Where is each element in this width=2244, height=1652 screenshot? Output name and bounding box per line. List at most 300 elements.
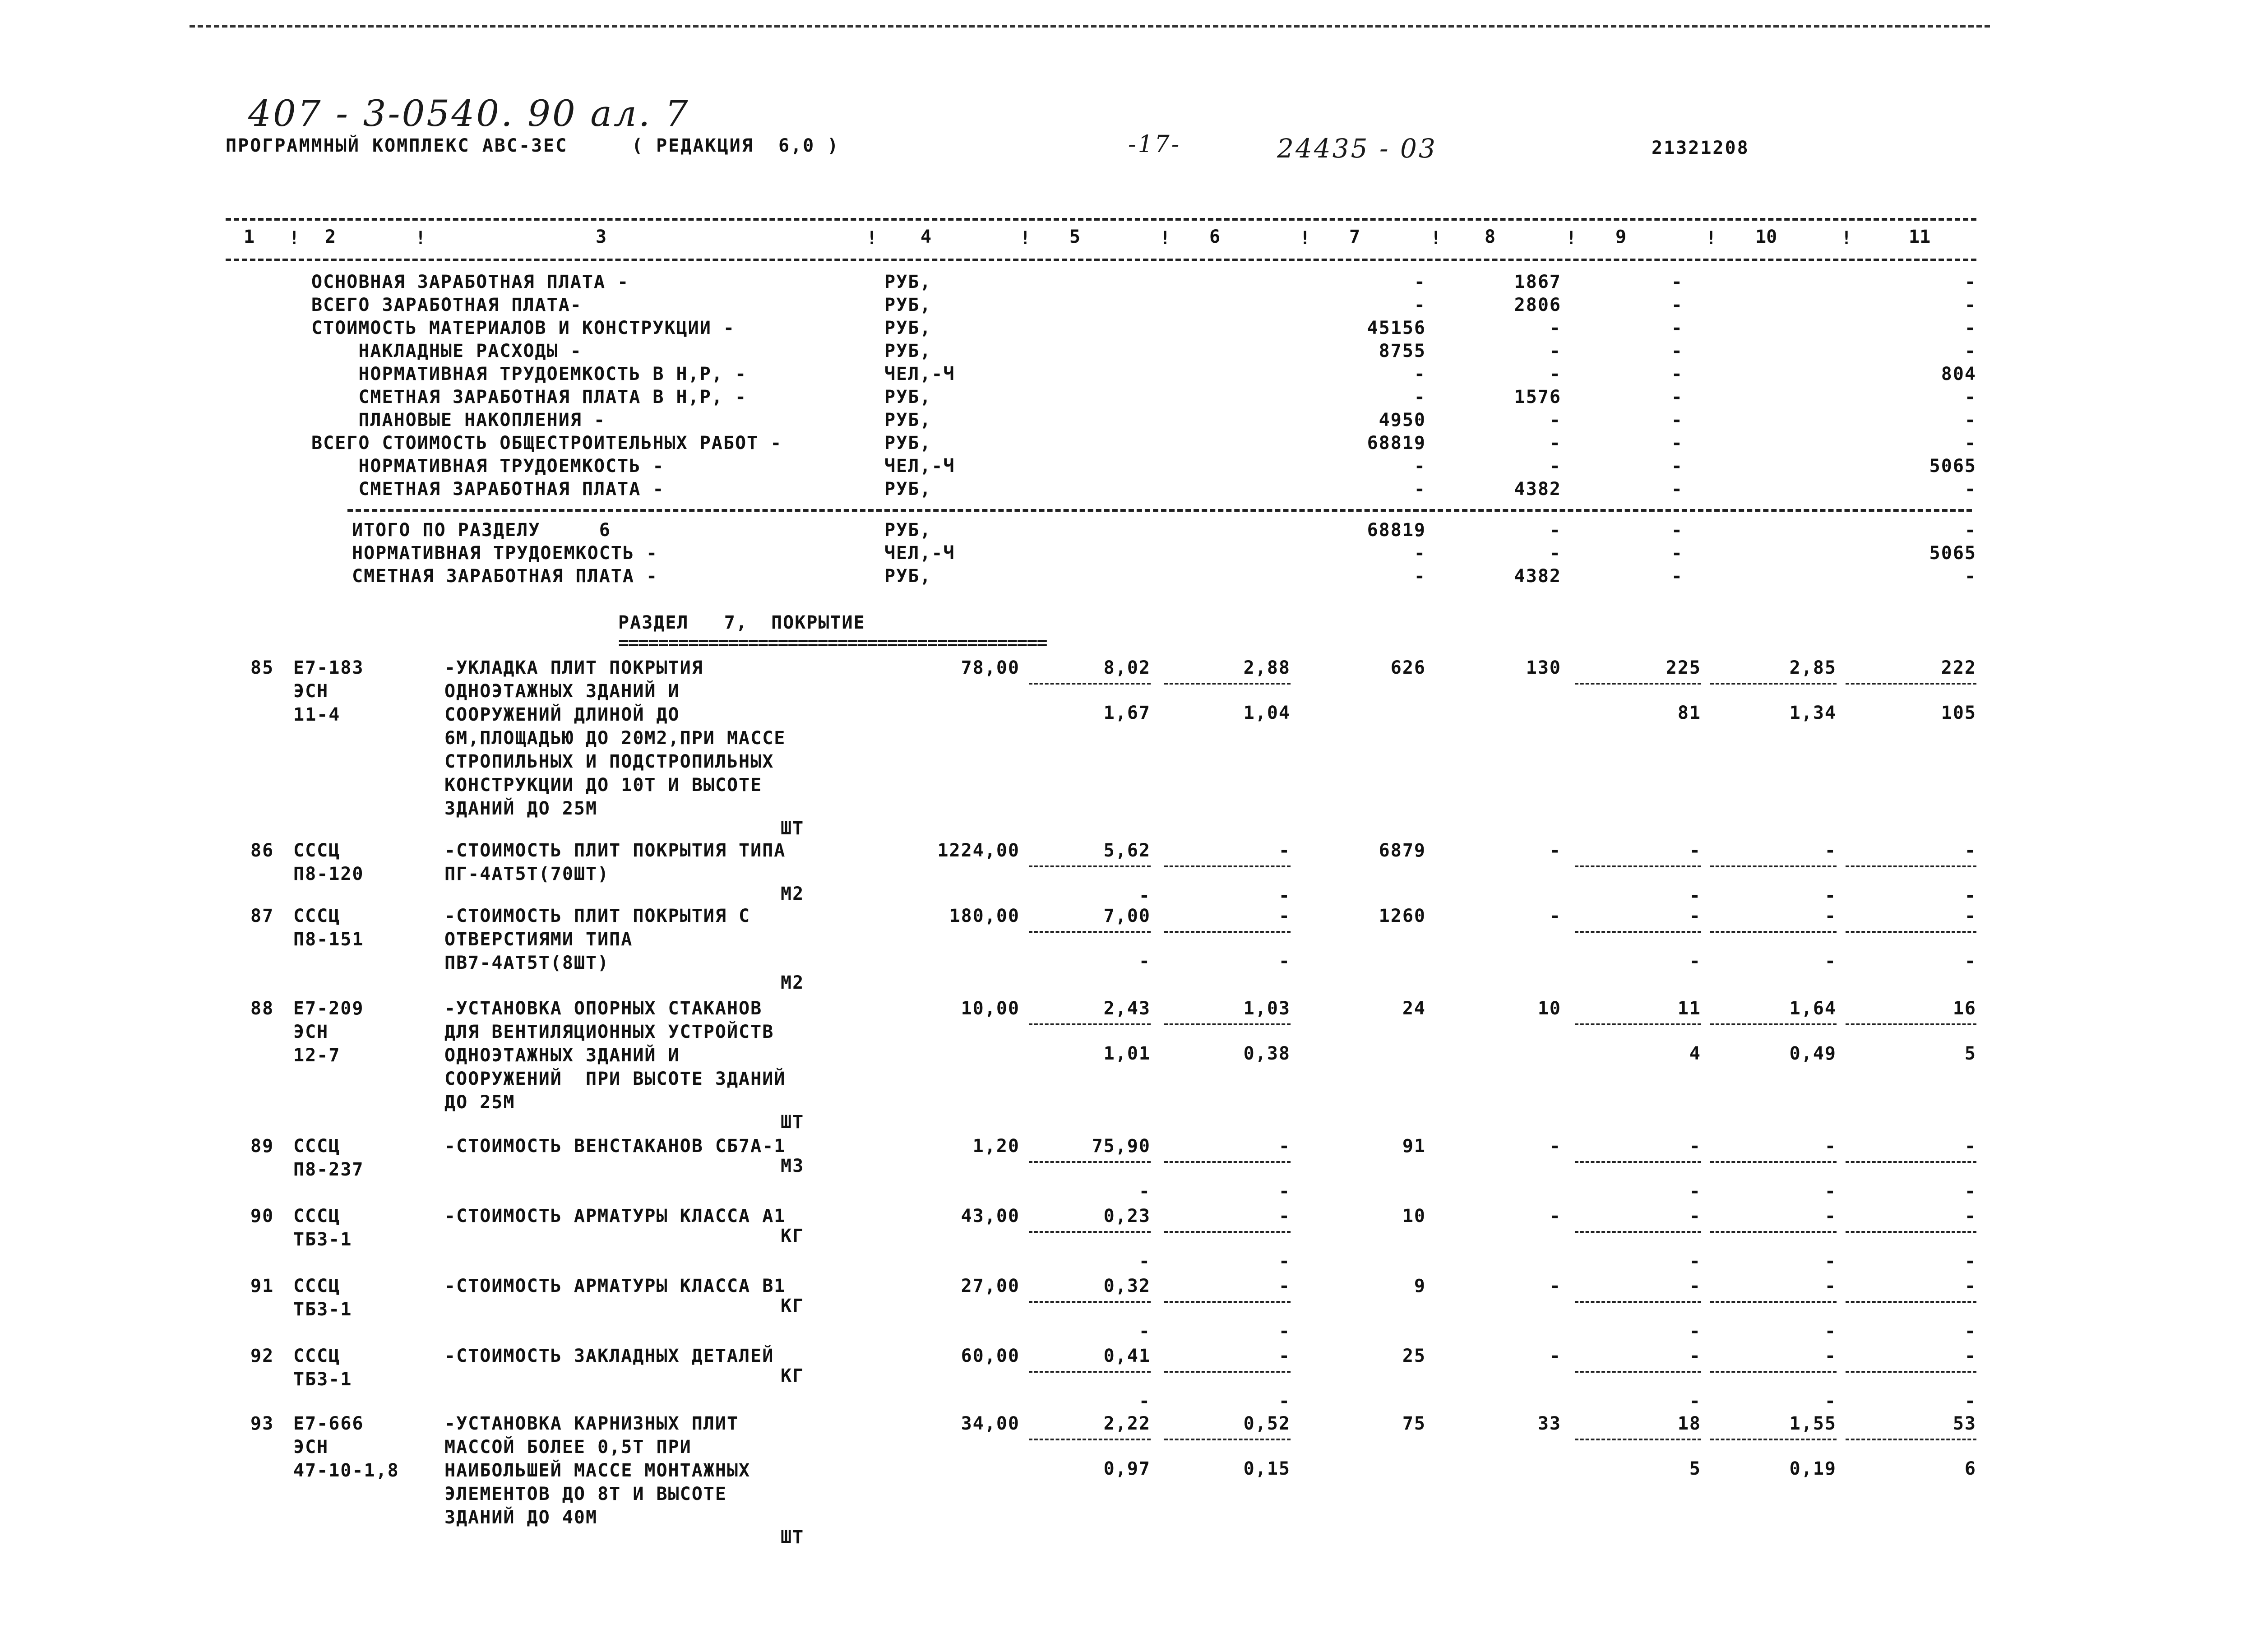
total-label: СМЕТНАЯ ЗАРАБОТНАЯ ПЛАТА В Н,Р, - (311, 387, 747, 407)
item-code: СССЦ (293, 840, 341, 861)
item-split-rule (1029, 1371, 1151, 1373)
item-col10-lower: - (1824, 1181, 1837, 1202)
item-number: 92 (250, 1346, 274, 1366)
item-split-rule (1029, 1301, 1151, 1303)
item-quantity: 180,00 (949, 906, 1020, 926)
total-label: ВСЕГО ЗАРАБОТНАЯ ПЛАТА- (311, 295, 582, 315)
total-col11: - (1964, 520, 1976, 541)
item-col10: 1,64 (1789, 998, 1837, 1019)
item-col7: 1260 (1379, 906, 1426, 926)
item-col11-lower: - (1964, 951, 1976, 972)
item-split-rule (1029, 931, 1151, 933)
item-split-rule (1846, 1161, 1976, 1163)
item-description: -УКЛАДКА ПЛИТ ПОКРЫТИЯ (444, 657, 703, 678)
item-split-rule (1710, 1301, 1837, 1303)
total-col9: - (1671, 520, 1683, 541)
column-number: 6 (1209, 227, 1221, 247)
item-description: НАИБОЛЬШЕЙ МАССЕ МОНТАЖНЫХ (444, 1460, 751, 1481)
total-unit: РУБ, (884, 566, 932, 587)
item-split-rule (1575, 683, 1701, 685)
total-col8: - (1549, 410, 1561, 430)
total-unit: РУБ, (884, 272, 932, 292)
item-col6: - (1278, 1276, 1291, 1296)
item-col7: 75 (1402, 1413, 1426, 1434)
item-col5-lower: 0,97 (1103, 1458, 1151, 1479)
item-col5-lower: - (1138, 1321, 1151, 1342)
item-split-rule (1164, 1439, 1291, 1440)
item-col10: - (1824, 1206, 1837, 1226)
column-separator: ! (289, 228, 300, 249)
totals-separator-rule (347, 509, 1972, 512)
item-split-rule (1164, 1371, 1291, 1373)
item-split-rule (1710, 1161, 1837, 1163)
item-split-rule (1846, 1231, 1976, 1233)
item-split-rule (1164, 1023, 1291, 1025)
section-7-underline: =========================================== (618, 633, 1047, 653)
total-col8: 4382 (1514, 566, 1561, 587)
item-description: ЭЛЕМЕНТОВ ДО 8Т И ВЫСОТЕ (444, 1484, 727, 1504)
total-unit: ЧЕЛ,-Ч (884, 456, 955, 477)
item-col9-lower: 4 (1689, 1043, 1701, 1064)
program-edition: ( РЕДАКЦИЯ 6,0 ) (632, 135, 840, 156)
item-col5-lower: - (1138, 1251, 1151, 1272)
item-col5-lower: - (1138, 1391, 1151, 1411)
total-col7: - (1414, 543, 1426, 564)
item-col10: - (1824, 840, 1837, 861)
item-col5: 75,90 (1092, 1136, 1151, 1157)
item-col11: - (1964, 1206, 1976, 1226)
item-col10: 2,85 (1789, 657, 1837, 678)
item-col9-lower: 81 (1677, 703, 1701, 723)
item-description: СТРОПИЛЬНЫХ И ПОДСТРОПИЛЬНЫХ (444, 751, 774, 772)
total-unit: РУБ, (884, 387, 932, 407)
total-col9: - (1671, 543, 1683, 564)
item-col10: - (1824, 1136, 1837, 1157)
total-label: СМЕТНАЯ ЗАРАБОТНАЯ ПЛАТА - (311, 479, 665, 500)
item-unit: М2 (781, 884, 805, 904)
total-col8: - (1549, 456, 1561, 477)
total-col9: - (1671, 410, 1683, 430)
item-col11: 222 (1941, 657, 1976, 678)
item-col9-lower: - (1689, 1251, 1701, 1272)
item-description: -СТОИМОСТЬ ВЕНСТАКАНОВ СБ7А-1 (444, 1136, 786, 1157)
item-quantity: 78,00 (961, 657, 1020, 678)
item-description: КОНСТРУКЦИИ ДО 10Т И ВЫСОТЕ (444, 775, 763, 796)
item-split-rule (1710, 1371, 1837, 1373)
item-unit: ШТ (781, 1527, 805, 1548)
item-col6-lower: - (1278, 1321, 1291, 1342)
item-split-rule (1575, 931, 1701, 933)
item-col5: 2,43 (1103, 998, 1151, 1019)
total-col7: - (1414, 456, 1426, 477)
item-col9: 11 (1677, 998, 1701, 1019)
item-col8: - (1549, 906, 1561, 926)
item-number: 91 (250, 1276, 274, 1296)
column-number: 2 (325, 227, 336, 247)
item-col9: - (1689, 1276, 1701, 1296)
item-split-rule (1846, 683, 1976, 685)
item-split-rule (1710, 1231, 1837, 1233)
column-separator: ! (415, 228, 426, 249)
item-col11-lower: 6 (1964, 1458, 1976, 1479)
item-col7: 24 (1402, 998, 1426, 1019)
item-col5: 8,02 (1103, 657, 1151, 678)
item-description: ЗДАНИЙ ДО 25М (444, 798, 598, 819)
item-unit: КГ (781, 1226, 805, 1246)
item-col11-lower: - (1964, 1181, 1976, 1202)
item-code: СССЦ (293, 1346, 341, 1366)
column-separator: ! (866, 228, 878, 249)
total-col8: - (1549, 433, 1561, 453)
total-col8: - (1549, 364, 1561, 384)
total-unit: РУБ, (884, 433, 932, 453)
item-description: ПВ7-4АТ5Т(8ШТ) (444, 953, 610, 973)
total-col9: - (1671, 364, 1683, 384)
column-number: 11 (1909, 227, 1931, 247)
item-description: -УСТАНОВКА ОПОРНЫХ СТАКАНОВ (444, 998, 763, 1019)
item-col10-lower: - (1824, 951, 1837, 972)
total-col7: - (1414, 387, 1426, 407)
item-code: Е7-209 (293, 998, 364, 1019)
item-col5: 7,00 (1103, 906, 1151, 926)
item-quantity: 60,00 (961, 1346, 1020, 1366)
item-quantity: 43,00 (961, 1206, 1020, 1226)
item-code: СССЦ (293, 906, 341, 926)
item-col11-lower: - (1964, 885, 1976, 906)
item-col8: - (1549, 840, 1561, 861)
item-col10-lower: 0,19 (1789, 1458, 1837, 1479)
total-unit: ЧЕЛ,-Ч (884, 364, 955, 384)
total-unit: РУБ, (884, 341, 932, 361)
total-col11: 5065 (1929, 456, 1976, 477)
total-col11: - (1964, 318, 1976, 338)
item-split-rule (1575, 865, 1701, 867)
item-unit: М2 (781, 972, 805, 993)
item-description: -СТОИМОСТЬ ЗАКЛАДНЫХ ДЕТАЛЕЙ (444, 1346, 774, 1366)
total-col7: - (1414, 295, 1426, 315)
total-col7: - (1414, 364, 1426, 384)
item-col7: 626 (1390, 657, 1426, 678)
item-split-rule (1846, 1301, 1976, 1303)
item-col10: 1,55 (1789, 1413, 1837, 1434)
item-col10-lower: 0,49 (1789, 1043, 1837, 1064)
item-col9-lower: 5 (1689, 1458, 1701, 1479)
item-split-rule (1846, 931, 1976, 933)
column-separator: ! (1160, 228, 1171, 249)
item-col6: - (1278, 906, 1291, 926)
total-col8: - (1549, 543, 1561, 564)
item-col6-lower: - (1278, 1391, 1291, 1411)
total-col11: - (1964, 433, 1976, 453)
item-split-rule (1575, 1231, 1701, 1233)
item-col5-lower: - (1138, 885, 1151, 906)
program-title: ПРОГРАММНЫЙ КОМПЛЕКС АВС-3ЕС (226, 135, 568, 156)
total-col11: - (1964, 272, 1976, 292)
header-top-rule (226, 218, 1976, 221)
item-code: СССЦ (293, 1136, 341, 1157)
item-code: ТБ3-1 (293, 1299, 352, 1320)
total-col8: - (1549, 318, 1561, 338)
column-separator: ! (1841, 228, 1852, 249)
item-col5: 2,22 (1103, 1413, 1151, 1434)
item-code: 11-4 (293, 704, 341, 725)
total-col8: 1576 (1514, 387, 1561, 407)
item-split-rule (1164, 1231, 1291, 1233)
item-col9: - (1689, 840, 1701, 861)
item-split-rule (1846, 1023, 1976, 1025)
item-split-rule (1710, 1439, 1837, 1440)
item-col5: 5,62 (1103, 840, 1151, 861)
item-col6-lower: 0,38 (1243, 1043, 1291, 1064)
item-col8: - (1549, 1136, 1561, 1157)
item-col6: 1,03 (1243, 998, 1291, 1019)
handwritten-doc-code: 407 - 3-0540. 90 ал. 7 (248, 93, 690, 134)
item-col11: - (1964, 1346, 1976, 1366)
item-split-rule (1710, 865, 1837, 867)
item-col10-lower: - (1824, 1321, 1837, 1342)
item-split-rule (1575, 1023, 1701, 1025)
item-quantity: 1224,00 (937, 840, 1020, 861)
item-description: -УСТАНОВКА КАРНИЗНЫХ ПЛИТ (444, 1413, 739, 1434)
item-split-rule (1029, 1231, 1151, 1233)
item-code: Е7-183 (293, 657, 364, 678)
item-col5-lower: - (1138, 951, 1151, 972)
total-col8: - (1549, 341, 1561, 361)
item-split-rule (1029, 1161, 1151, 1163)
item-col11: 53 (1953, 1413, 1976, 1434)
item-description: СООРУЖЕНИЙ ПРИ ВЫСОТЕ ЗДАНИЙ (444, 1069, 786, 1089)
item-col5: 0,23 (1103, 1206, 1151, 1226)
item-col9-lower: - (1689, 951, 1701, 972)
item-description: ОДНОЭТАЖНЫХ ЗДАНИЙ И (444, 1045, 680, 1066)
item-col11: - (1964, 1136, 1976, 1157)
item-description: -СТОИМОСТЬ АРМАТУРЫ КЛАССА А1 (444, 1206, 786, 1226)
item-split-rule (1846, 865, 1976, 867)
item-split-rule (1846, 1439, 1976, 1440)
item-code: 12-7 (293, 1045, 341, 1066)
item-col9-lower: - (1689, 885, 1701, 906)
column-separator: ! (1566, 228, 1577, 249)
item-split-rule (1164, 931, 1291, 933)
item-split-rule (1029, 1023, 1151, 1025)
item-col6: - (1278, 1346, 1291, 1366)
total-col9: - (1671, 566, 1683, 587)
item-number: 87 (250, 906, 274, 926)
item-col9: 18 (1677, 1413, 1701, 1434)
item-col11-lower: - (1964, 1321, 1976, 1342)
total-unit: РУБ, (884, 479, 932, 500)
item-quantity: 27,00 (961, 1276, 1020, 1296)
total-col9: - (1671, 272, 1683, 292)
item-split-rule (1164, 865, 1291, 867)
item-code: ЭСН (293, 1437, 329, 1458)
scan-top-edge (190, 25, 1990, 28)
item-unit: ШТ (781, 1112, 805, 1133)
item-split-rule (1575, 1161, 1701, 1163)
column-separator: ! (1430, 228, 1442, 249)
item-col10-lower: - (1824, 1251, 1837, 1272)
item-code: ЭСН (293, 1022, 329, 1042)
item-col11-lower: - (1964, 1251, 1976, 1272)
item-split-rule (1029, 865, 1151, 867)
item-col10: - (1824, 1346, 1837, 1366)
total-label: ВСЕГО СТОИМОСТЬ ОБЩЕСТРОИТЕЛЬНЫХ РАБОТ - (311, 433, 782, 453)
item-description: ОТВЕРСТИЯМИ ТИПА (444, 929, 633, 950)
total-col7: 4950 (1379, 410, 1426, 430)
item-col9-lower: - (1689, 1181, 1701, 1202)
column-separator: ! (1706, 228, 1717, 249)
column-number: 1 (244, 227, 255, 247)
item-quantity: 34,00 (961, 1413, 1020, 1434)
item-col11-lower: 5 (1964, 1043, 1976, 1064)
item-description: ДО 25М (444, 1092, 515, 1113)
item-col11-lower: - (1964, 1391, 1976, 1411)
item-col8: - (1549, 1346, 1561, 1366)
item-split-rule (1029, 683, 1151, 685)
item-description: 6М,ПЛОЩАДЬЮ ДО 20М2,ПРИ МАССЕ (444, 728, 786, 749)
item-col7: 10 (1402, 1206, 1426, 1226)
item-split-rule (1164, 1301, 1291, 1303)
total-col9: - (1671, 456, 1683, 477)
item-split-rule (1575, 1301, 1701, 1303)
item-col10-lower: - (1824, 1391, 1837, 1411)
item-unit: ШТ (781, 818, 805, 839)
section-7-title: РАЗДЕЛ 7, ПОКРЫТИЕ (618, 612, 865, 633)
total-col9: - (1671, 479, 1683, 500)
item-description: ДЛЯ ВЕНТИЛЯЦИОННЫХ УСТРОЙСТВ (444, 1022, 774, 1042)
total-label: НОРМАТИВНАЯ ТРУДОЕМКОСТЬ - (352, 543, 658, 564)
item-col6-lower: - (1278, 1251, 1291, 1272)
total-col7: - (1414, 479, 1426, 500)
item-split-rule (1164, 1161, 1291, 1163)
total-col11: - (1964, 566, 1976, 587)
item-split-rule (1029, 1439, 1151, 1440)
total-col9: - (1671, 387, 1683, 407)
item-code: СССЦ (293, 1206, 341, 1226)
item-col5-lower: 1,67 (1103, 703, 1151, 723)
item-col9-lower: - (1689, 1321, 1701, 1342)
total-col7: - (1414, 566, 1426, 587)
total-label: СТОИМОСТЬ МАТЕРИАЛОВ И КОНСТРУКЦИИ - (311, 318, 735, 338)
column-number: 8 (1485, 227, 1496, 247)
item-number: 89 (250, 1136, 274, 1157)
header-bottom-rule (226, 259, 1976, 261)
total-col8: 2806 (1514, 295, 1561, 315)
item-split-rule (1575, 1439, 1701, 1440)
handwritten-page-number: -17- (1128, 131, 1181, 158)
item-col11: - (1964, 906, 1976, 926)
item-col6: - (1278, 1136, 1291, 1157)
item-col6: - (1278, 1206, 1291, 1226)
item-col8: - (1549, 1276, 1561, 1296)
item-col7: 9 (1414, 1276, 1426, 1296)
total-unit: РУБ, (884, 520, 932, 541)
item-number: 90 (250, 1206, 274, 1226)
item-description: ПГ-4АТ5Т(70ШТ) (444, 864, 610, 884)
item-col11: 16 (1953, 998, 1976, 1019)
item-col8: - (1549, 1206, 1561, 1226)
item-col11: - (1964, 1276, 1976, 1296)
item-col11-lower: 105 (1941, 703, 1976, 723)
item-description: СООРУЖЕНИЙ ДЛИНОЙ ДО (444, 704, 680, 725)
item-code: 47-10-1,8 (293, 1460, 399, 1481)
item-col10-lower: 1,34 (1789, 703, 1837, 723)
item-unit: КГ (781, 1296, 805, 1316)
item-col7: 6879 (1379, 840, 1426, 861)
item-code: ТБ3-1 (293, 1369, 352, 1390)
item-col11: - (1964, 840, 1976, 861)
total-label: СМЕТНАЯ ЗАРАБОТНАЯ ПЛАТА - (352, 566, 658, 587)
item-col9: 225 (1666, 657, 1701, 678)
total-col7: - (1414, 272, 1426, 292)
item-col6-lower: - (1278, 1181, 1291, 1202)
item-code: ЭСН (293, 681, 329, 702)
item-split-rule (1710, 931, 1837, 933)
column-separator: ! (1020, 228, 1031, 249)
column-number: 9 (1615, 227, 1627, 247)
item-split-rule (1710, 1023, 1837, 1025)
item-col9: - (1689, 906, 1701, 926)
item-col5-lower: 1,01 (1103, 1043, 1151, 1064)
item-col5: 0,32 (1103, 1276, 1151, 1296)
item-split-rule (1164, 683, 1291, 685)
item-col6-lower: 0,15 (1243, 1458, 1291, 1479)
column-number: 7 (1349, 227, 1360, 247)
item-col6-lower: - (1278, 951, 1291, 972)
item-description: МАССОЙ БОЛЕЕ 0,5Т ПРИ (444, 1437, 692, 1458)
total-unit: РУБ, (884, 295, 932, 315)
item-number: 86 (250, 840, 274, 861)
total-col8: 4382 (1514, 479, 1561, 500)
item-code: Е7-666 (293, 1413, 364, 1434)
item-description: -СТОИМОСТЬ ПЛИТ ПОКРЫТИЯ ТИПА (444, 840, 786, 861)
item-split-rule (1710, 683, 1837, 685)
item-split-rule (1846, 1371, 1976, 1373)
item-number: 88 (250, 998, 274, 1019)
item-col9: - (1689, 1346, 1701, 1366)
column-number: 3 (596, 227, 607, 247)
item-col5-lower: - (1138, 1181, 1151, 1202)
item-col10: - (1824, 906, 1837, 926)
total-col8: 1867 (1514, 272, 1561, 292)
total-col11: - (1964, 295, 1976, 315)
total-unit: РУБ, (884, 410, 932, 430)
total-col11: 804 (1941, 364, 1976, 384)
handwritten-order-number: 24435 - 03 (1277, 133, 1437, 164)
item-code: П8-120 (293, 864, 364, 884)
item-description: -СТОИМОСТЬ АРМАТУРЫ КЛАССА В1 (444, 1276, 786, 1296)
total-label: НОРМАТИВНАЯ ТРУДОЕМКОСТЬ В Н,Р, - (311, 364, 747, 384)
item-col6: 0,52 (1243, 1413, 1291, 1434)
item-description: ЗДАНИЙ ДО 40М (444, 1507, 598, 1528)
total-col11: - (1964, 479, 1976, 500)
item-unit: М3 (781, 1156, 805, 1176)
item-col8: 10 (1537, 998, 1561, 1019)
total-col11: 5065 (1929, 543, 1976, 564)
total-col7: 45156 (1367, 318, 1426, 338)
item-number: 93 (250, 1413, 274, 1434)
item-unit: КГ (781, 1365, 805, 1386)
total-unit: РУБ, (884, 318, 932, 338)
item-col10: - (1824, 1276, 1837, 1296)
item-col8: 130 (1526, 657, 1561, 678)
item-col5: 0,41 (1103, 1346, 1151, 1366)
item-col7: 91 (1402, 1136, 1426, 1157)
total-unit: ЧЕЛ,-Ч (884, 543, 955, 564)
item-description: -СТОИМОСТЬ ПЛИТ ПОКРЫТИЯ С (444, 906, 751, 926)
total-label: ОСНОВНАЯ ЗАРАБОТНАЯ ПЛАТА - (311, 272, 629, 292)
item-description: ОДНОЭТАЖНЫХ ЗДАНИЙ И (444, 681, 680, 702)
